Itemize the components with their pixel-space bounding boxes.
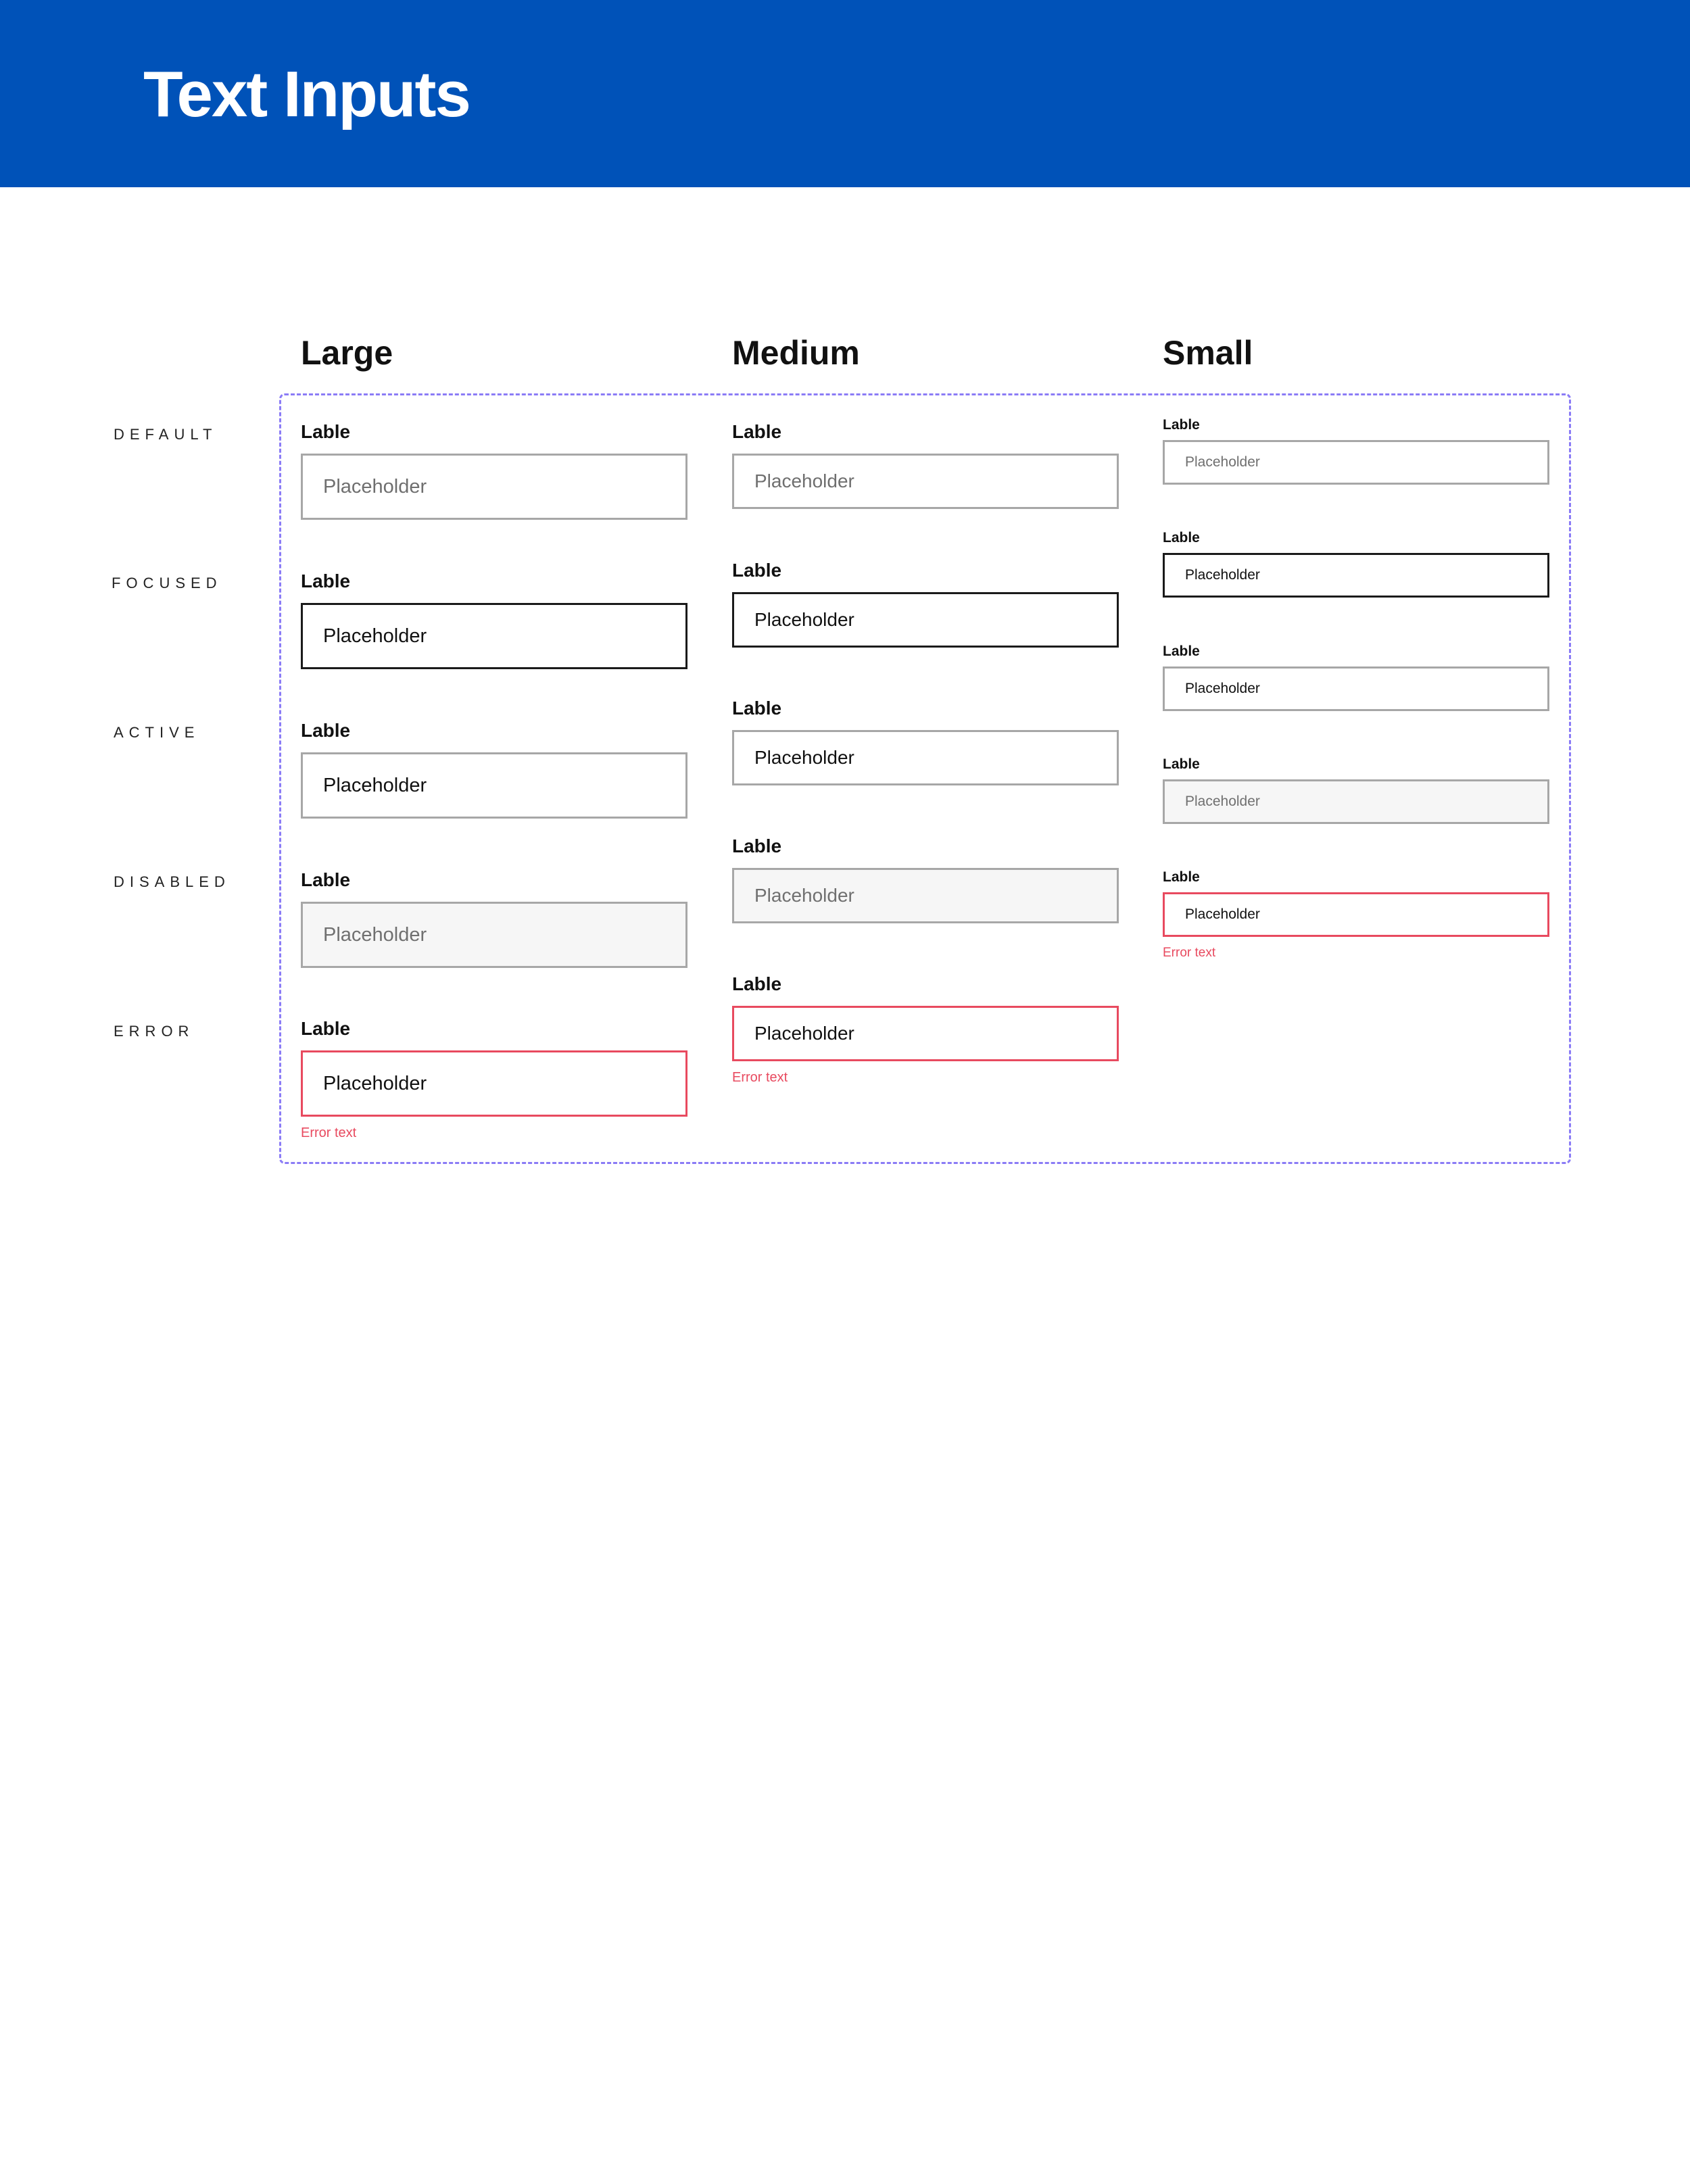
- small-default-placeholder: Placeholder: [1185, 454, 1260, 470]
- medium-default-placeholder: Placeholder: [754, 470, 854, 491]
- small-disabled-input: [1163, 779, 1549, 824]
- page-title: Text Inputs: [143, 58, 470, 130]
- large-disabled-input: [301, 902, 687, 968]
- small-default-label: Lable: [1163, 417, 1200, 433]
- small-disabled-label: Lable: [1163, 756, 1200, 772]
- large-default-placeholder: Placeholder: [323, 475, 427, 498]
- large-active-label: Lable: [301, 720, 351, 741]
- small-error-placeholder: Placeholder: [1185, 906, 1260, 922]
- medium-focused-input[interactable]: [732, 592, 1119, 648]
- small-active-label: Lable: [1163, 644, 1200, 659]
- medium-default-label: Lable: [732, 421, 782, 442]
- medium-active-input[interactable]: [732, 730, 1119, 785]
- medium-disabled-placeholder: Placeholder: [754, 885, 854, 906]
- small-error-label: Lable: [1163, 869, 1200, 885]
- large-focused-placeholder: Placeholder: [323, 625, 427, 647]
- medium-focused-placeholder: Placeholder: [754, 609, 854, 630]
- medium-active-label: Lable: [732, 698, 782, 719]
- medium-focused-label: Lable: [732, 560, 782, 581]
- small-focused-placeholder: Placeholder: [1185, 567, 1260, 583]
- large-error-input[interactable]: [301, 1050, 687, 1117]
- small-focused-input[interactable]: [1163, 553, 1549, 598]
- large-default-label: Lable: [301, 421, 351, 442]
- large-focused-input[interactable]: [301, 603, 687, 669]
- row-label-focused: FOCUSED: [112, 575, 222, 591]
- row-label-default: DEFAULT: [114, 426, 218, 443]
- small-focused-label: Lable: [1163, 530, 1200, 545]
- page-header: [0, 0, 1690, 187]
- column-heading-medium: Medium: [732, 334, 860, 372]
- large-error-placeholder: Placeholder: [323, 1072, 427, 1094]
- large-disabled-placeholder: Placeholder: [323, 923, 427, 946]
- medium-disabled-input: [732, 868, 1119, 923]
- large-focused-label: Lable: [301, 571, 351, 591]
- small-active-placeholder: Placeholder: [1185, 681, 1260, 696]
- large-disabled-label: Lable: [301, 869, 351, 890]
- large-active-input[interactable]: [301, 752, 687, 819]
- row-label-active: ACTIVE: [114, 724, 200, 741]
- small-error-message: Error text: [1163, 946, 1216, 960]
- small-disabled-placeholder: Placeholder: [1185, 794, 1260, 809]
- medium-default-input[interactable]: [732, 454, 1119, 509]
- large-error-label: Lable: [301, 1018, 351, 1039]
- medium-disabled-label: Lable: [732, 835, 782, 856]
- medium-error-input[interactable]: [732, 1006, 1119, 1061]
- medium-error-label: Lable: [732, 973, 782, 994]
- column-heading-small: Small: [1163, 334, 1253, 372]
- column-heading-large: Large: [301, 334, 393, 372]
- row-label-error: ERROR: [114, 1023, 195, 1040]
- small-default-input[interactable]: [1163, 440, 1549, 485]
- medium-error-message: Error text: [732, 1070, 788, 1085]
- large-default-input[interactable]: [301, 454, 687, 520]
- large-error-message: Error text: [301, 1125, 357, 1140]
- row-label-disabled: DISABLED: [114, 873, 231, 890]
- medium-error-placeholder: Placeholder: [754, 1023, 854, 1044]
- small-error-input[interactable]: [1163, 892, 1549, 937]
- medium-active-placeholder: Placeholder: [754, 747, 854, 768]
- large-active-placeholder: Placeholder: [323, 774, 427, 796]
- small-active-input[interactable]: [1163, 666, 1549, 711]
